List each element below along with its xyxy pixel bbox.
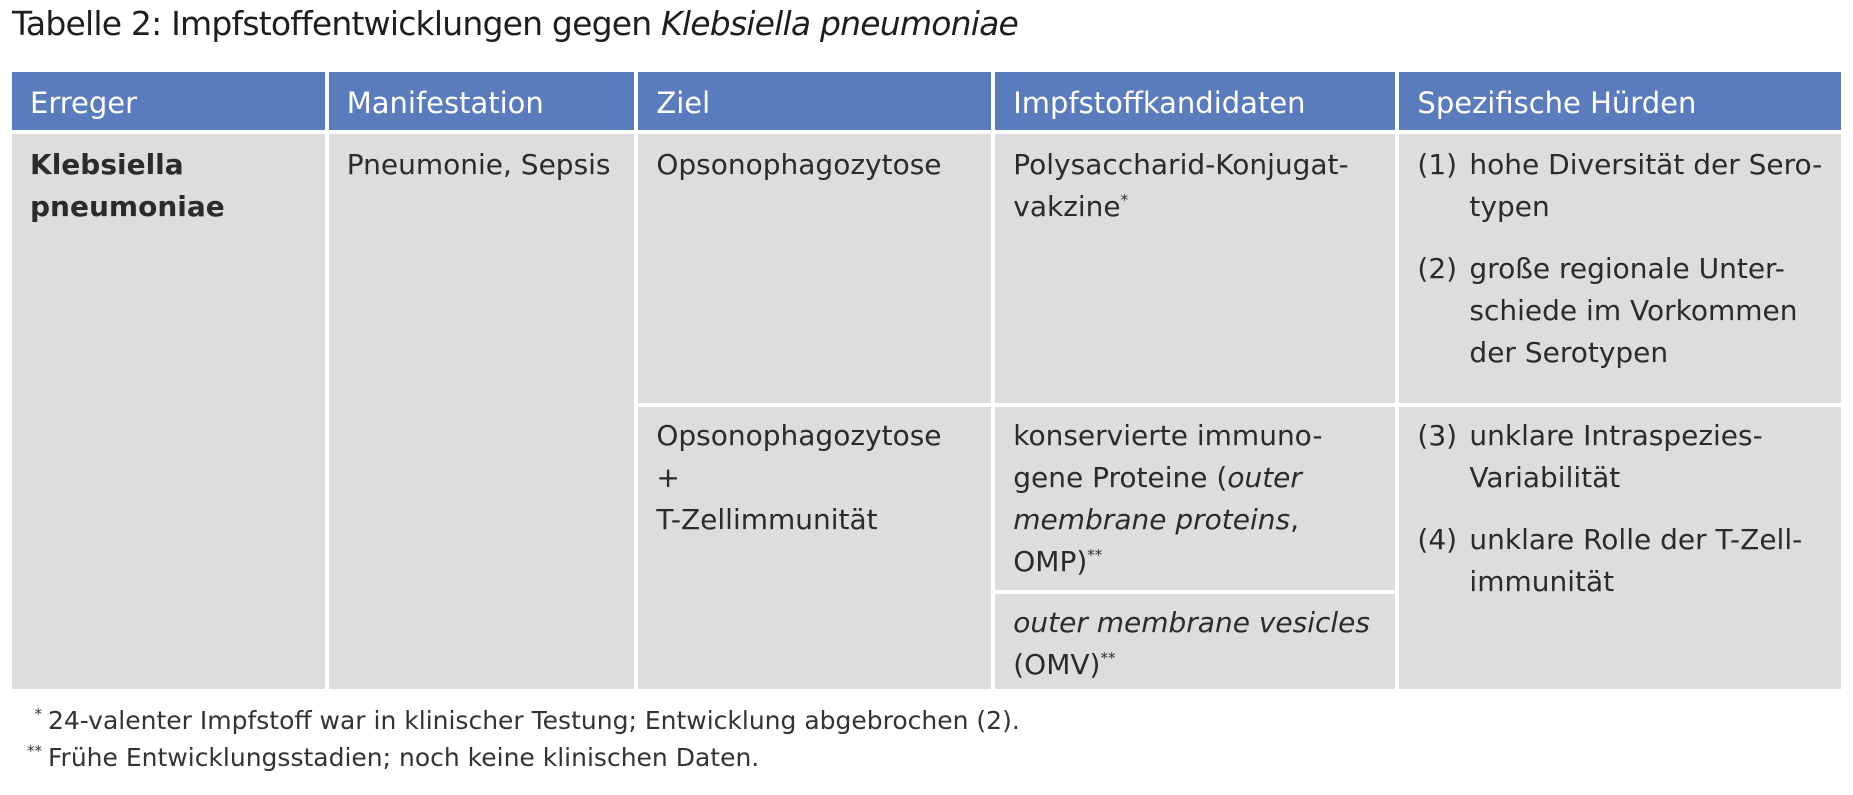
footnotes xyxy=(14,702,1020,776)
kandidat-1-text: Polysaccharid-Konjugat-vakzine xyxy=(1013,148,1349,224)
footnote-text: 24-valenter Impfstoff war in klinischer Testung; Entwicklung abgebrochen (2). xyxy=(48,706,1020,735)
title-prefix: Tabelle 2: Impfstoffentwicklungen gegen xyxy=(12,4,662,43)
header-manifestation: Manifestation xyxy=(327,70,637,132)
footnote-mark: * xyxy=(1120,191,1129,210)
cell-ziel-2 xyxy=(636,405,993,691)
kandidat-2-text-c: , OMP) xyxy=(1013,503,1299,579)
ziel-2-line-1: Opsonophagozytose xyxy=(656,419,942,453)
ziel-2-line-2: + xyxy=(656,461,680,495)
kandidat-2-text-a: konservierte immuno-gene Proteine ( xyxy=(1013,419,1323,495)
list-item-text: große regionale Unter-schiede im Vorkommen der Serotypen xyxy=(1469,252,1798,370)
cell-huerden-1 xyxy=(1397,132,1843,405)
table-title xyxy=(12,4,1018,43)
table-row xyxy=(10,132,1843,405)
footnote-mark: ** xyxy=(1087,546,1103,565)
ziel-2-line-3: T-Zellimmunität xyxy=(656,503,878,537)
cell-kandidat-2 xyxy=(993,405,1397,591)
vaccine-table xyxy=(8,68,1845,693)
list-item xyxy=(1417,248,1827,374)
list-item-text: unklare Rolle der T-Zell-immunität xyxy=(1469,523,1803,599)
list-item-number: (1) xyxy=(1417,148,1458,182)
footnote-text: Frühe Entwicklungsstadien; noch keine klinischen Daten. xyxy=(48,743,760,772)
list-item-number: (2) xyxy=(1417,252,1458,286)
header-erreger: Erreger xyxy=(10,70,327,132)
kandidat-3-text-b: (OMV) xyxy=(1013,647,1101,681)
header-huerden: Spezifische Hürden xyxy=(1397,70,1843,132)
footnote-mark: * xyxy=(34,705,42,723)
cell-manifestation: Pneumonie, Sepsis xyxy=(327,132,637,691)
list-item-number: (3) xyxy=(1417,419,1458,453)
cell-kandidat-1 xyxy=(993,132,1397,405)
title-italic: Klebsiella pneumoniae xyxy=(661,4,1019,43)
header-impfstoffkandidaten: Impfstoffkandidaten xyxy=(993,70,1397,132)
header-row xyxy=(10,70,1843,132)
footnote xyxy=(14,702,1020,739)
list-item-text: unklare Intraspezies-Variabilität xyxy=(1469,419,1763,495)
list-item xyxy=(1417,519,1827,603)
cell-ziel-1: Opsonophagozytose xyxy=(636,132,993,405)
cell-huerden-2 xyxy=(1397,405,1843,691)
kandidat-2-text-b: outer membrane proteins xyxy=(1013,461,1302,537)
list-item xyxy=(1417,415,1827,499)
header-ziel: Ziel xyxy=(636,70,993,132)
kandidat-3-text-a: outer membrane vesicles xyxy=(1013,605,1370,639)
footnote-mark: ** xyxy=(1100,648,1116,667)
cell-erreger: Klebsiella pneumoniae xyxy=(10,132,327,691)
cell-kandidat-3 xyxy=(993,592,1397,691)
list-item xyxy=(1417,144,1827,228)
list-item-number: (4) xyxy=(1417,523,1458,557)
footnote-mark: ** xyxy=(27,742,42,760)
footnote xyxy=(14,739,1020,776)
list-item-text: hohe Diversität der Sero-typen xyxy=(1469,148,1823,224)
